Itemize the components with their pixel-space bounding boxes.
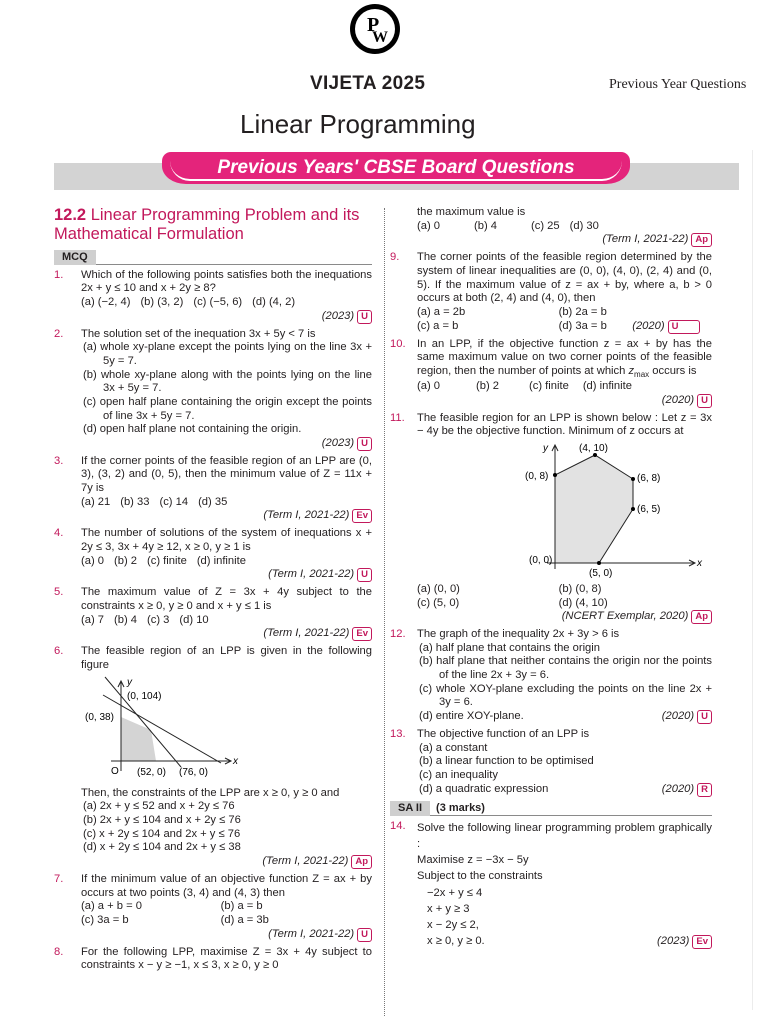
source bbox=[81, 310, 372, 324]
option-c: (c) x + 2y ≤ 104 and 2x + y ≤ 76 bbox=[83, 827, 241, 840]
source-text: (Term I, 2021-22) bbox=[268, 568, 355, 581]
question-6 bbox=[54, 645, 372, 869]
option-b: (b) 2a = b bbox=[558, 305, 607, 318]
option-a: (a) 21 bbox=[81, 495, 111, 508]
point-label: (6, 5) bbox=[637, 503, 661, 515]
option-d-row bbox=[417, 710, 712, 724]
option-b: (b) 2 bbox=[114, 554, 138, 567]
question-number: 1. bbox=[54, 268, 64, 281]
question-text: Solve the following linear programming problem graphically : bbox=[417, 821, 712, 850]
z-subscript: max bbox=[634, 370, 650, 380]
source bbox=[81, 568, 372, 582]
x-label: x bbox=[233, 755, 238, 767]
pw-logo-icon bbox=[350, 4, 400, 54]
options bbox=[417, 306, 712, 334]
option-d: (d) entire XOY-plane. bbox=[419, 710, 524, 723]
option-a: (a) 0 bbox=[81, 554, 105, 567]
question-7 bbox=[54, 873, 372, 942]
source-text: (2020) bbox=[661, 393, 695, 406]
question-number: 13. bbox=[390, 728, 406, 741]
option-a: (a) 0 bbox=[417, 379, 441, 392]
difficulty-badge: U bbox=[697, 710, 712, 724]
left-column bbox=[54, 206, 372, 977]
source bbox=[81, 437, 372, 451]
option-d: (d) infinite bbox=[196, 554, 246, 567]
column-divider bbox=[384, 208, 385, 1016]
difficulty-badge: U bbox=[668, 320, 701, 334]
question-number: 12. bbox=[390, 628, 406, 641]
question-text: The objective function of an LPP is bbox=[417, 728, 590, 741]
option-b: (b) 4 bbox=[114, 613, 138, 626]
source bbox=[81, 928, 372, 942]
question-number: 10. bbox=[390, 337, 406, 350]
question-number: 9. bbox=[390, 251, 400, 264]
question-number: 3. bbox=[54, 454, 64, 467]
point-label: (5, 0) bbox=[589, 567, 613, 579]
y-label: y bbox=[543, 442, 548, 454]
vertex bbox=[597, 561, 601, 565]
question-9 bbox=[390, 251, 712, 333]
source bbox=[662, 783, 712, 797]
difficulty-badge: Ap bbox=[691, 233, 712, 247]
difficulty-badge: Ev bbox=[352, 627, 372, 641]
question-text: The number of solutions of the system of inequations x + 2y ≤ 3, 3x + 4y ≥ 12, x ≥ 0, y ≥ 1 is bbox=[81, 527, 372, 554]
source bbox=[81, 627, 372, 641]
option-a: (a) 2x + y ≤ 52 and x + 2y ≤ 76 bbox=[83, 800, 235, 813]
question-8-continued bbox=[390, 206, 712, 247]
option-d-row bbox=[417, 783, 712, 797]
options bbox=[81, 496, 372, 510]
option-d: (d) 10 bbox=[179, 613, 209, 626]
question-5 bbox=[54, 586, 372, 641]
question-number: 14. bbox=[390, 819, 406, 832]
question-text: For the following LPP, maximise Z = 3x + 4y subject to constraints x − y ≥ −1, x ≤ 3, x ≥ 0, y ≥ 0 bbox=[81, 945, 372, 972]
question-13 bbox=[390, 728, 712, 797]
source bbox=[417, 233, 712, 247]
point-label: (0, 38) bbox=[85, 711, 114, 723]
source-text: (NCERT Exemplar, 2020) bbox=[561, 610, 689, 623]
difficulty-badge: U bbox=[357, 310, 372, 324]
point-label: (76, 0) bbox=[179, 766, 208, 778]
question-text: occurs is bbox=[649, 364, 697, 377]
option-c: (c) finite bbox=[147, 554, 187, 567]
option-b: (b) a linear function to be optimised bbox=[419, 755, 594, 768]
option-b: (b) 4 bbox=[474, 219, 498, 232]
source-text: (2023) bbox=[321, 436, 355, 449]
question-text: The maximum value of Z = 3x + 4y subject to the constraints x ≥ 0, y ≥ 0 and x + y ≤ 1 is bbox=[81, 586, 372, 613]
option-c: (c) 3a = b bbox=[81, 913, 129, 926]
point-label: (6, 8) bbox=[637, 472, 661, 484]
option-b: (b) (0, 8) bbox=[558, 582, 602, 595]
options bbox=[81, 296, 372, 310]
source bbox=[417, 394, 712, 408]
option-d: (d) (4, 2) bbox=[252, 295, 296, 308]
difficulty-badge: U bbox=[697, 394, 712, 408]
point-label: (0, 8) bbox=[525, 470, 549, 482]
y-label: y bbox=[127, 676, 132, 688]
source bbox=[81, 855, 372, 869]
feasible-region bbox=[121, 717, 156, 761]
option-a: (a) half plane that contains the origin bbox=[419, 641, 600, 654]
option-b: (b) half plane that neither contains the origin nor the points of the line 2x + 3y = 6. bbox=[419, 655, 712, 682]
question-text: The feasible region for an LPP is shown below : Let z = 3x − 4y be the objective function. Minimum of z occurs at bbox=[417, 411, 712, 438]
question-text: The solution set of the inequation 3x + 5y < 7 is bbox=[81, 327, 316, 340]
source-text: (Term I, 2021-22) bbox=[602, 233, 689, 246]
option-a: (a) 0 bbox=[417, 219, 441, 232]
question-text: If the corner points of the feasible region of an LPP are (0, 3), (3, 2) and (0, 5), then the minimum value of Z = 11x + 7y is bbox=[81, 454, 372, 495]
chapter-title: Linear Programming bbox=[240, 109, 476, 139]
options bbox=[81, 900, 372, 927]
source bbox=[417, 610, 712, 624]
option-a: (a) (0, 0) bbox=[417, 582, 460, 595]
question-14 bbox=[390, 820, 712, 950]
question-8 bbox=[54, 946, 372, 973]
source-text: (Term I, 2021-22) bbox=[263, 627, 350, 640]
page-tag: Previous Year Questions bbox=[609, 77, 747, 92]
z-symbol: z bbox=[628, 364, 635, 377]
source bbox=[81, 509, 372, 523]
point-label: (0, 104) bbox=[127, 690, 162, 702]
section-banner: Previous Years' CBSE Board Questions bbox=[162, 152, 630, 184]
origin-label: O bbox=[111, 765, 119, 777]
option-a: (a) whole xy-plane except the points lying on the line 3x + 5y = 7. bbox=[83, 341, 372, 367]
option-c: (c) finite bbox=[529, 379, 569, 392]
objective: Maximise z = −3x − 5y bbox=[417, 854, 529, 867]
sa2-marks: (3 marks) bbox=[436, 801, 485, 814]
vertex bbox=[553, 473, 557, 477]
option-d: (d) a = 3b bbox=[220, 913, 269, 926]
option-d-row bbox=[559, 320, 701, 334]
option-b: (b) whole xy-plane along with the points lying on the line 3x + 5y = 7. bbox=[83, 368, 372, 395]
option-c: (c) a = b bbox=[417, 319, 459, 332]
source-text: (2023) bbox=[321, 309, 355, 322]
question-text: Which of the following points satisfies both the inequations 2x + y ≤ 10 and x + 2y ≥ 8? bbox=[81, 268, 372, 295]
right-column bbox=[390, 206, 712, 954]
source-text: (Term I, 2021-22) bbox=[268, 927, 355, 940]
page-edge-line bbox=[752, 150, 753, 1010]
question-12 bbox=[390, 628, 712, 724]
sa2-chip: SA II bbox=[390, 801, 430, 816]
option-b: (b) 33 bbox=[120, 495, 150, 508]
svg-text:W: W bbox=[372, 29, 388, 46]
source-text: (Term I, 2021-22) bbox=[262, 854, 349, 867]
difficulty-badge: R bbox=[697, 783, 712, 797]
constraints-label: Subject to the constraints bbox=[417, 870, 543, 883]
option-c: (c) 14 bbox=[159, 495, 189, 508]
svg-text:P: P bbox=[367, 14, 380, 36]
option-c: (c) whole XOY-plane excluding the points on the line 2x + 3y = 6. bbox=[419, 682, 712, 709]
point-label: (4, 10) bbox=[579, 442, 608, 454]
constraint: x − 2y ≤ 2, bbox=[427, 919, 479, 932]
option-b: (b) (3, 2) bbox=[140, 295, 184, 308]
option-c: (c) 3 bbox=[147, 613, 170, 626]
constraint: x + y ≥ 3 bbox=[427, 902, 470, 915]
constraint: x ≥ 0, y ≥ 0. bbox=[427, 935, 485, 948]
difficulty-badge: U bbox=[357, 568, 372, 582]
source bbox=[657, 933, 712, 949]
option-d: (d) a quadratic expression bbox=[419, 782, 549, 795]
option-a: (a) 7 bbox=[81, 613, 105, 626]
question-number: 8. bbox=[54, 945, 64, 958]
option-d: (d) open half plane not containing the origin. bbox=[83, 423, 302, 436]
question-4 bbox=[54, 527, 372, 582]
option-d: (d) 3a = b bbox=[558, 319, 607, 332]
question-2 bbox=[54, 328, 372, 451]
vertex bbox=[631, 507, 635, 511]
section-heading bbox=[54, 206, 372, 245]
options bbox=[81, 555, 372, 569]
point-label: (0, 0) bbox=[529, 554, 553, 566]
source bbox=[632, 320, 700, 334]
mcq-chip: MCQ bbox=[54, 250, 96, 265]
question-number: 5. bbox=[54, 586, 64, 599]
section-title: Linear Programming Problem and its Mathematical Formulation bbox=[54, 206, 360, 244]
mcq-header bbox=[54, 250, 372, 265]
question-1 bbox=[54, 269, 372, 324]
question-number: 11. bbox=[390, 411, 405, 424]
feasible-region-figure-q11 bbox=[467, 441, 707, 581]
point-label: (52, 0) bbox=[137, 766, 166, 778]
source-text: (2020) bbox=[661, 782, 695, 795]
option-d: (d) 35 bbox=[198, 495, 228, 508]
difficulty-badge: U bbox=[357, 928, 372, 942]
options bbox=[417, 380, 712, 394]
question-3 bbox=[54, 455, 372, 524]
question-text: The feasible region of an LPP is given in the following figure bbox=[81, 645, 372, 672]
option-a: (a) (−2, 4) bbox=[81, 295, 131, 308]
option-c: (c) an inequality bbox=[419, 769, 498, 782]
option-c: (c) open half plane containing the origin except the points of line 3x + 5y = 7. bbox=[83, 395, 372, 422]
options bbox=[81, 614, 372, 628]
option-b: (b) 2 bbox=[476, 379, 500, 392]
option-d: (d) (4, 10) bbox=[558, 596, 608, 609]
x-label: x bbox=[697, 557, 702, 569]
source bbox=[662, 710, 712, 724]
banner-outline bbox=[170, 155, 622, 181]
option-d: (d) x + 2y ≤ 104 and 2x + y ≤ 38 bbox=[83, 841, 241, 854]
option-a: (a) a + b = 0 bbox=[81, 900, 142, 913]
question-11 bbox=[390, 412, 712, 625]
option-d: (d) infinite bbox=[582, 379, 632, 392]
source-text: (Term I, 2021-22) bbox=[263, 509, 350, 522]
question-text: The corner points of the feasible region determined by the system of linear inequalities are (0, 0), (4, 0), (2, 4) and (0, 5). If the maximum value of z = ax + by, where a, b > 0 occurs at both (2, 4) and (4, 0), then bbox=[417, 251, 712, 305]
source-text: (2020) bbox=[632, 319, 665, 332]
question-number: 7. bbox=[54, 872, 64, 885]
question-text: If the minimum value of an objective function Z = ax + by occurs at two points (3, 4) and (4, 3) then bbox=[81, 872, 372, 899]
difficulty-badge: Ap bbox=[691, 610, 712, 624]
option-b: (b) 2x + y ≤ 104 and x + 2y ≤ 76 bbox=[83, 814, 241, 826]
option-c: (c) (5, 0) bbox=[417, 596, 460, 609]
question-text: In an LPP, if the objective function z = ax + by has the same maximum value on two corner points of the feasible region, then the number of points at which bbox=[417, 337, 712, 377]
option-b: (b) a = b bbox=[220, 900, 263, 913]
source-text: (2023) bbox=[657, 935, 690, 948]
difficulty-badge: Ap bbox=[351, 855, 372, 869]
source-text: (2020) bbox=[661, 710, 695, 723]
option-a: (a) a = 2b bbox=[417, 305, 466, 318]
question-text: Then, the constraints of the LPP are x ≥ 0, y ≥ 0 and bbox=[81, 786, 340, 799]
difficulty-badge: Ev bbox=[692, 935, 712, 949]
option-d: (d) 30 bbox=[569, 219, 599, 232]
constraint-row bbox=[417, 933, 712, 949]
question-number: 4. bbox=[54, 527, 64, 540]
feasible-region bbox=[555, 455, 633, 563]
sa2-header bbox=[390, 801, 712, 816]
options bbox=[417, 583, 712, 610]
options bbox=[417, 220, 712, 234]
option-c: (c) (−5, 6) bbox=[193, 295, 243, 308]
difficulty-badge: U bbox=[357, 437, 372, 451]
difficulty-badge: Ev bbox=[352, 509, 372, 523]
question-10 bbox=[390, 338, 712, 408]
series-title: VIJETA 2025 bbox=[310, 73, 426, 94]
question-number: 6. bbox=[54, 645, 64, 658]
question-text: The graph of the inequality 2x + 3y > 6 is bbox=[417, 628, 620, 641]
vertex bbox=[631, 477, 635, 481]
question-number: 2. bbox=[54, 327, 64, 340]
option-a: (a) a constant bbox=[419, 741, 488, 754]
feasible-region-figure-q6 bbox=[81, 675, 251, 785]
option-c: (c) 25 bbox=[531, 219, 560, 232]
constraint: −2x + y ≤ 4 bbox=[427, 886, 483, 899]
question-text: the maximum value is bbox=[417, 206, 526, 218]
section-number: 12.2 bbox=[54, 206, 87, 224]
